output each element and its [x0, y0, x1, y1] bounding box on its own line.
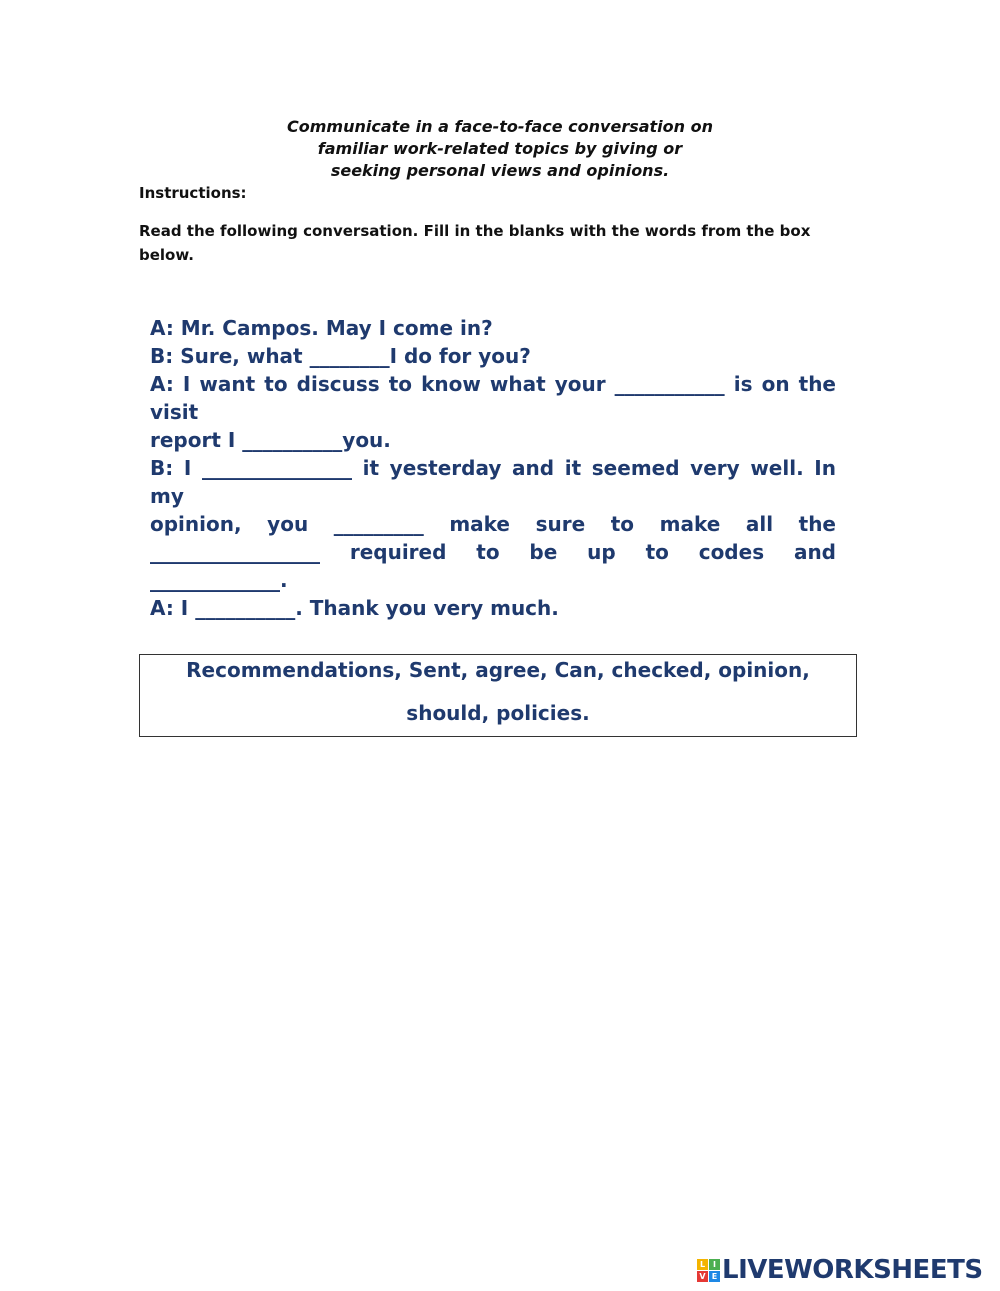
word-bank-line-2: should, policies. — [406, 701, 590, 725]
conversation-line-9: A: I __________. Thank you very much. — [150, 596, 559, 620]
objective-line-1: Communicate in a face-to-face conversation on — [286, 117, 713, 136]
liveworksheets-logo-icon — [697, 1259, 720, 1282]
instructions-label: Instructions: — [139, 184, 247, 202]
instructions-line-2: below. — [139, 246, 194, 264]
brand-name: LIVEWORKSHEETS — [722, 1255, 983, 1285]
conversation-line-4: report I __________you. — [150, 428, 391, 452]
logo-tile-e: E — [709, 1271, 720, 1282]
logo-tile-l: L — [697, 1259, 708, 1270]
logo-tile-i: I — [709, 1259, 720, 1270]
conversation-line-7: _________________ required to be up to codes and — [150, 540, 836, 564]
instructions-text — [139, 219, 829, 267]
conversation-line-3: A: I want to discuss to know what your ___________ is on the visit — [150, 372, 836, 424]
conversation-line-8: _____________. — [150, 568, 288, 592]
objective-line-3: seeking personal views and opinions. — [330, 161, 670, 180]
liveworksheets-brand — [697, 1254, 983, 1286]
objective-heading — [0, 116, 1000, 182]
conversation-line-6: opinion, you _________ make sure to make all the — [150, 512, 836, 536]
objective-line-2: familiar work-related topics by giving or — [317, 139, 683, 158]
conversation-line-1: A: Mr. Campos. May I come in? — [150, 316, 493, 340]
word-bank-line-1: Recommendations, Sent, agree, Can, checked, opinion, — [186, 658, 810, 682]
logo-tile-v: V — [697, 1271, 708, 1282]
conversation — [150, 314, 836, 622]
instructions-line-1: Read the following conversation. Fill in the blanks with the words from the box — [139, 222, 811, 240]
word-bank-box — [139, 654, 857, 737]
conversation-line-5: B: I _______________ it yesterday and it seemed very well. In my — [150, 456, 836, 508]
conversation-line-2: B: Sure, what ________I do for you? — [150, 344, 531, 368]
